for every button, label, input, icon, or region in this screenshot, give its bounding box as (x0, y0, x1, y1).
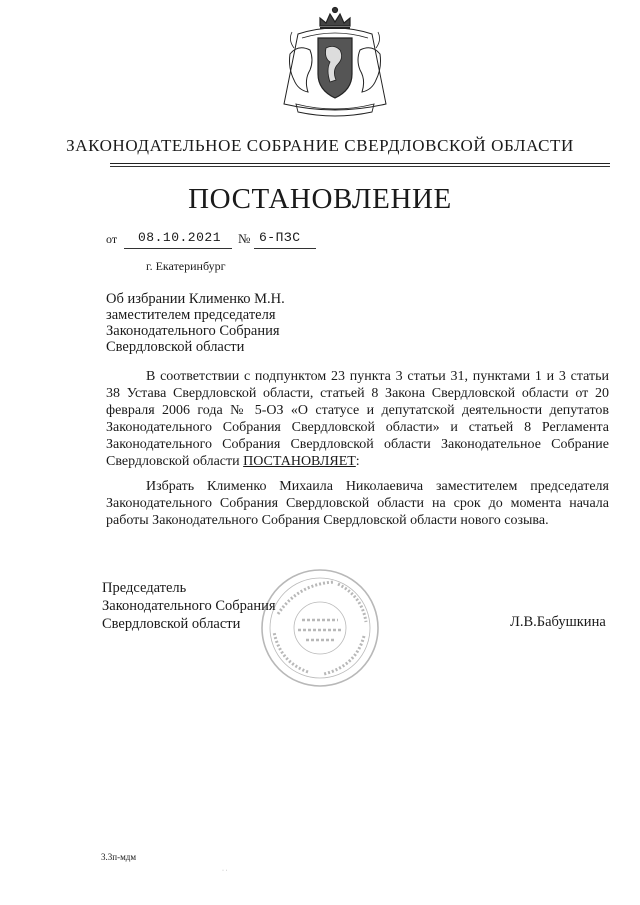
coat-of-arms-emblem (268, 4, 402, 120)
signature-position (102, 579, 276, 633)
resolves-word: ПОСТАНОВЛЯЕТ (243, 454, 356, 469)
subject-line: заместителем председателя (106, 307, 276, 323)
body-paragraph-decision: Избрать Клименко Михаила Николаевича заместителем председателя Законодательного Собрания Свердловской области на срок до момента начала работы Законодательного Собрания Свердловской области нового созыва. (106, 479, 609, 528)
date-label: от (106, 232, 118, 246)
footer-code: 3.3п-мдм (101, 852, 137, 862)
signature-position-line: Законодательного Собрания (102, 598, 276, 614)
signature-position-line: Свердловской области (102, 616, 241, 632)
round-seal-stamp (258, 566, 382, 690)
number-label: № (238, 231, 251, 246)
organization-name: ЗАКОНОДАТЕЛЬНОЕ СОБРАНИЕ СВЕРДЛОВСКОЙ ОБЛАСТИ (66, 136, 574, 155)
body-paragraph-preamble (106, 368, 609, 470)
preamble-text: В соответствии с подпунктом 23 пункта 3 статьи 31, пунктами 1 и 3 статьи 38 Устава Свердловской области, статьей 8 Закона Свердловской области от 20 февраля 2006 года № 5-ОЗ «О статусе и депутатской деятельности депутатов Законодательного Собрания Свердловской области» и статьей 8 Регламента Законодательного Собрания Свердловской области Законодательное Собрание Свердловской области (106, 369, 609, 469)
signature-position-line: Председатель (102, 580, 187, 596)
date-underline (124, 248, 232, 249)
date-value: 08.10.2021 (138, 230, 222, 245)
number-value: 6-ПЗС (259, 230, 301, 245)
city: г. Екатеринбург (146, 259, 226, 273)
header-rule-thin (110, 166, 610, 167)
subject-line: Законодательного Собрания (106, 323, 280, 339)
subject-line: Об избрании Клименко М.Н. (106, 291, 285, 307)
subject-block (106, 291, 285, 355)
page-mark: · · (222, 868, 228, 874)
signatory-name: Л.В.Бабушкина (510, 614, 606, 630)
header-rule (110, 163, 610, 164)
number-underline (254, 248, 316, 249)
resolves-colon: : (355, 454, 360, 469)
document-title: ПОСТАНОВЛЕНИЕ (188, 183, 452, 215)
subject-line: Свердловской области (106, 339, 245, 355)
